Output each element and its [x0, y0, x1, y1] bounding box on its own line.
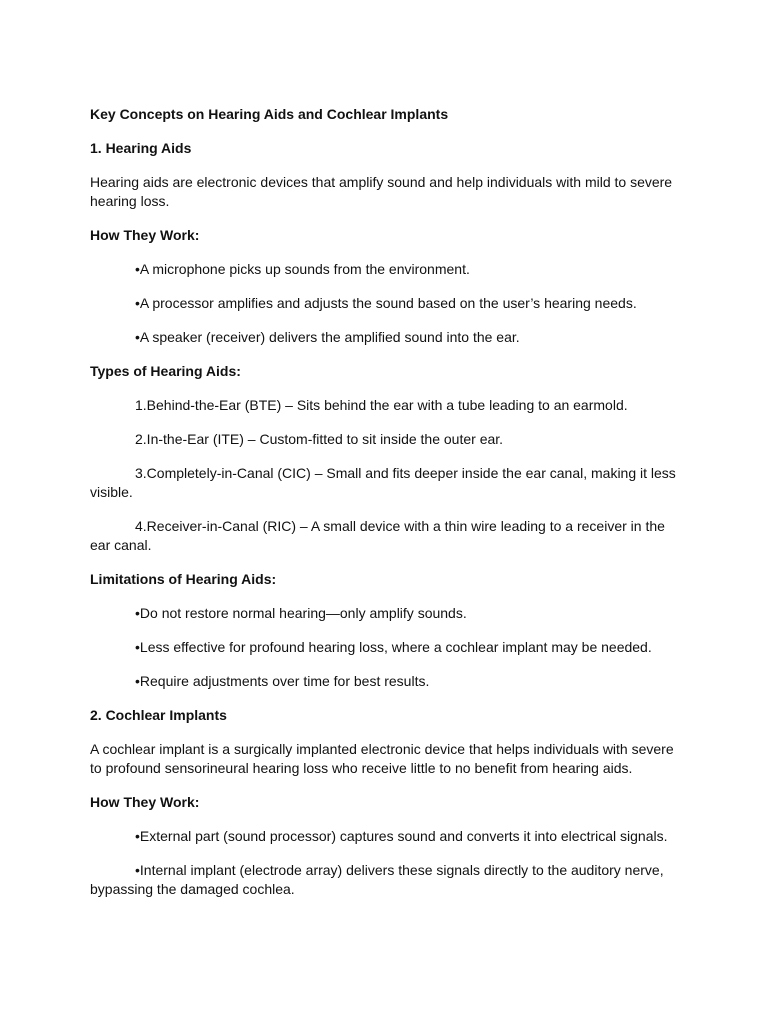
bullet-item: •External part (sound processor) captures sound and converts it into electrical signals.: [135, 828, 668, 844]
cochlear-implants-intro: A cochlear implant is a surgically implanted electronic device that helps individuals with severe to profound sensorineural hearing loss who receive little to no benefit from hearing aids.: [90, 741, 674, 776]
bullet-item: •Require adjustments over time for best results.: [135, 673, 430, 689]
bullet-item: •Do not restore normal hearing—only amplify sounds.: [135, 605, 467, 621]
section-heading-cochlear-implants: 2. Cochlear Implants: [90, 707, 227, 723]
numbered-item: 3.Completely-in-Canal (CIC) – Small and fits deeper inside the ear canal, making it less visible.: [90, 465, 676, 500]
bullet-item: •A microphone picks up sounds from the environment.: [135, 261, 470, 277]
numbered-item: 4.Receiver-in-Canal (RIC) – A small device with a thin wire leading to a receiver in the ear canal.: [90, 518, 665, 553]
bullet-item: •A processor amplifies and adjusts the sound based on the user’s hearing needs.: [135, 295, 637, 311]
bullet-item: •Less effective for profound hearing loss, where a cochlear implant may be needed.: [135, 639, 652, 655]
cochlear-implants-how-heading: How They Work:: [90, 794, 200, 810]
bullet-item: •A speaker (receiver) delivers the amplified sound into the ear.: [135, 329, 520, 345]
hearing-aids-intro: Hearing aids are electronic devices that amplify sound and help individuals with mild to severe hearing loss.: [90, 174, 673, 209]
hearing-aids-limitations-heading: Limitations of Hearing Aids:: [90, 571, 277, 587]
numbered-item: 1.Behind-the-Ear (BTE) – Sits behind the ear with a tube leading to an earmold.: [135, 397, 628, 413]
numbered-item: 2.In-the-Ear (ITE) – Custom-fitted to sit inside the outer ear.: [135, 431, 504, 447]
hearing-aids-how-heading: How They Work:: [90, 227, 200, 243]
document-title: Key Concepts on Hearing Aids and Cochlear Implants: [90, 106, 449, 122]
document-body: [90, 105, 680, 899]
bullet-item: •Internal implant (electrode array) delivers these signals directly to the auditory nerve, bypassing the damaged cochlea.: [90, 862, 664, 897]
hearing-aids-types-heading: Types of Hearing Aids:: [90, 363, 241, 379]
section-heading-hearing-aids: 1. Hearing Aids: [90, 140, 192, 156]
